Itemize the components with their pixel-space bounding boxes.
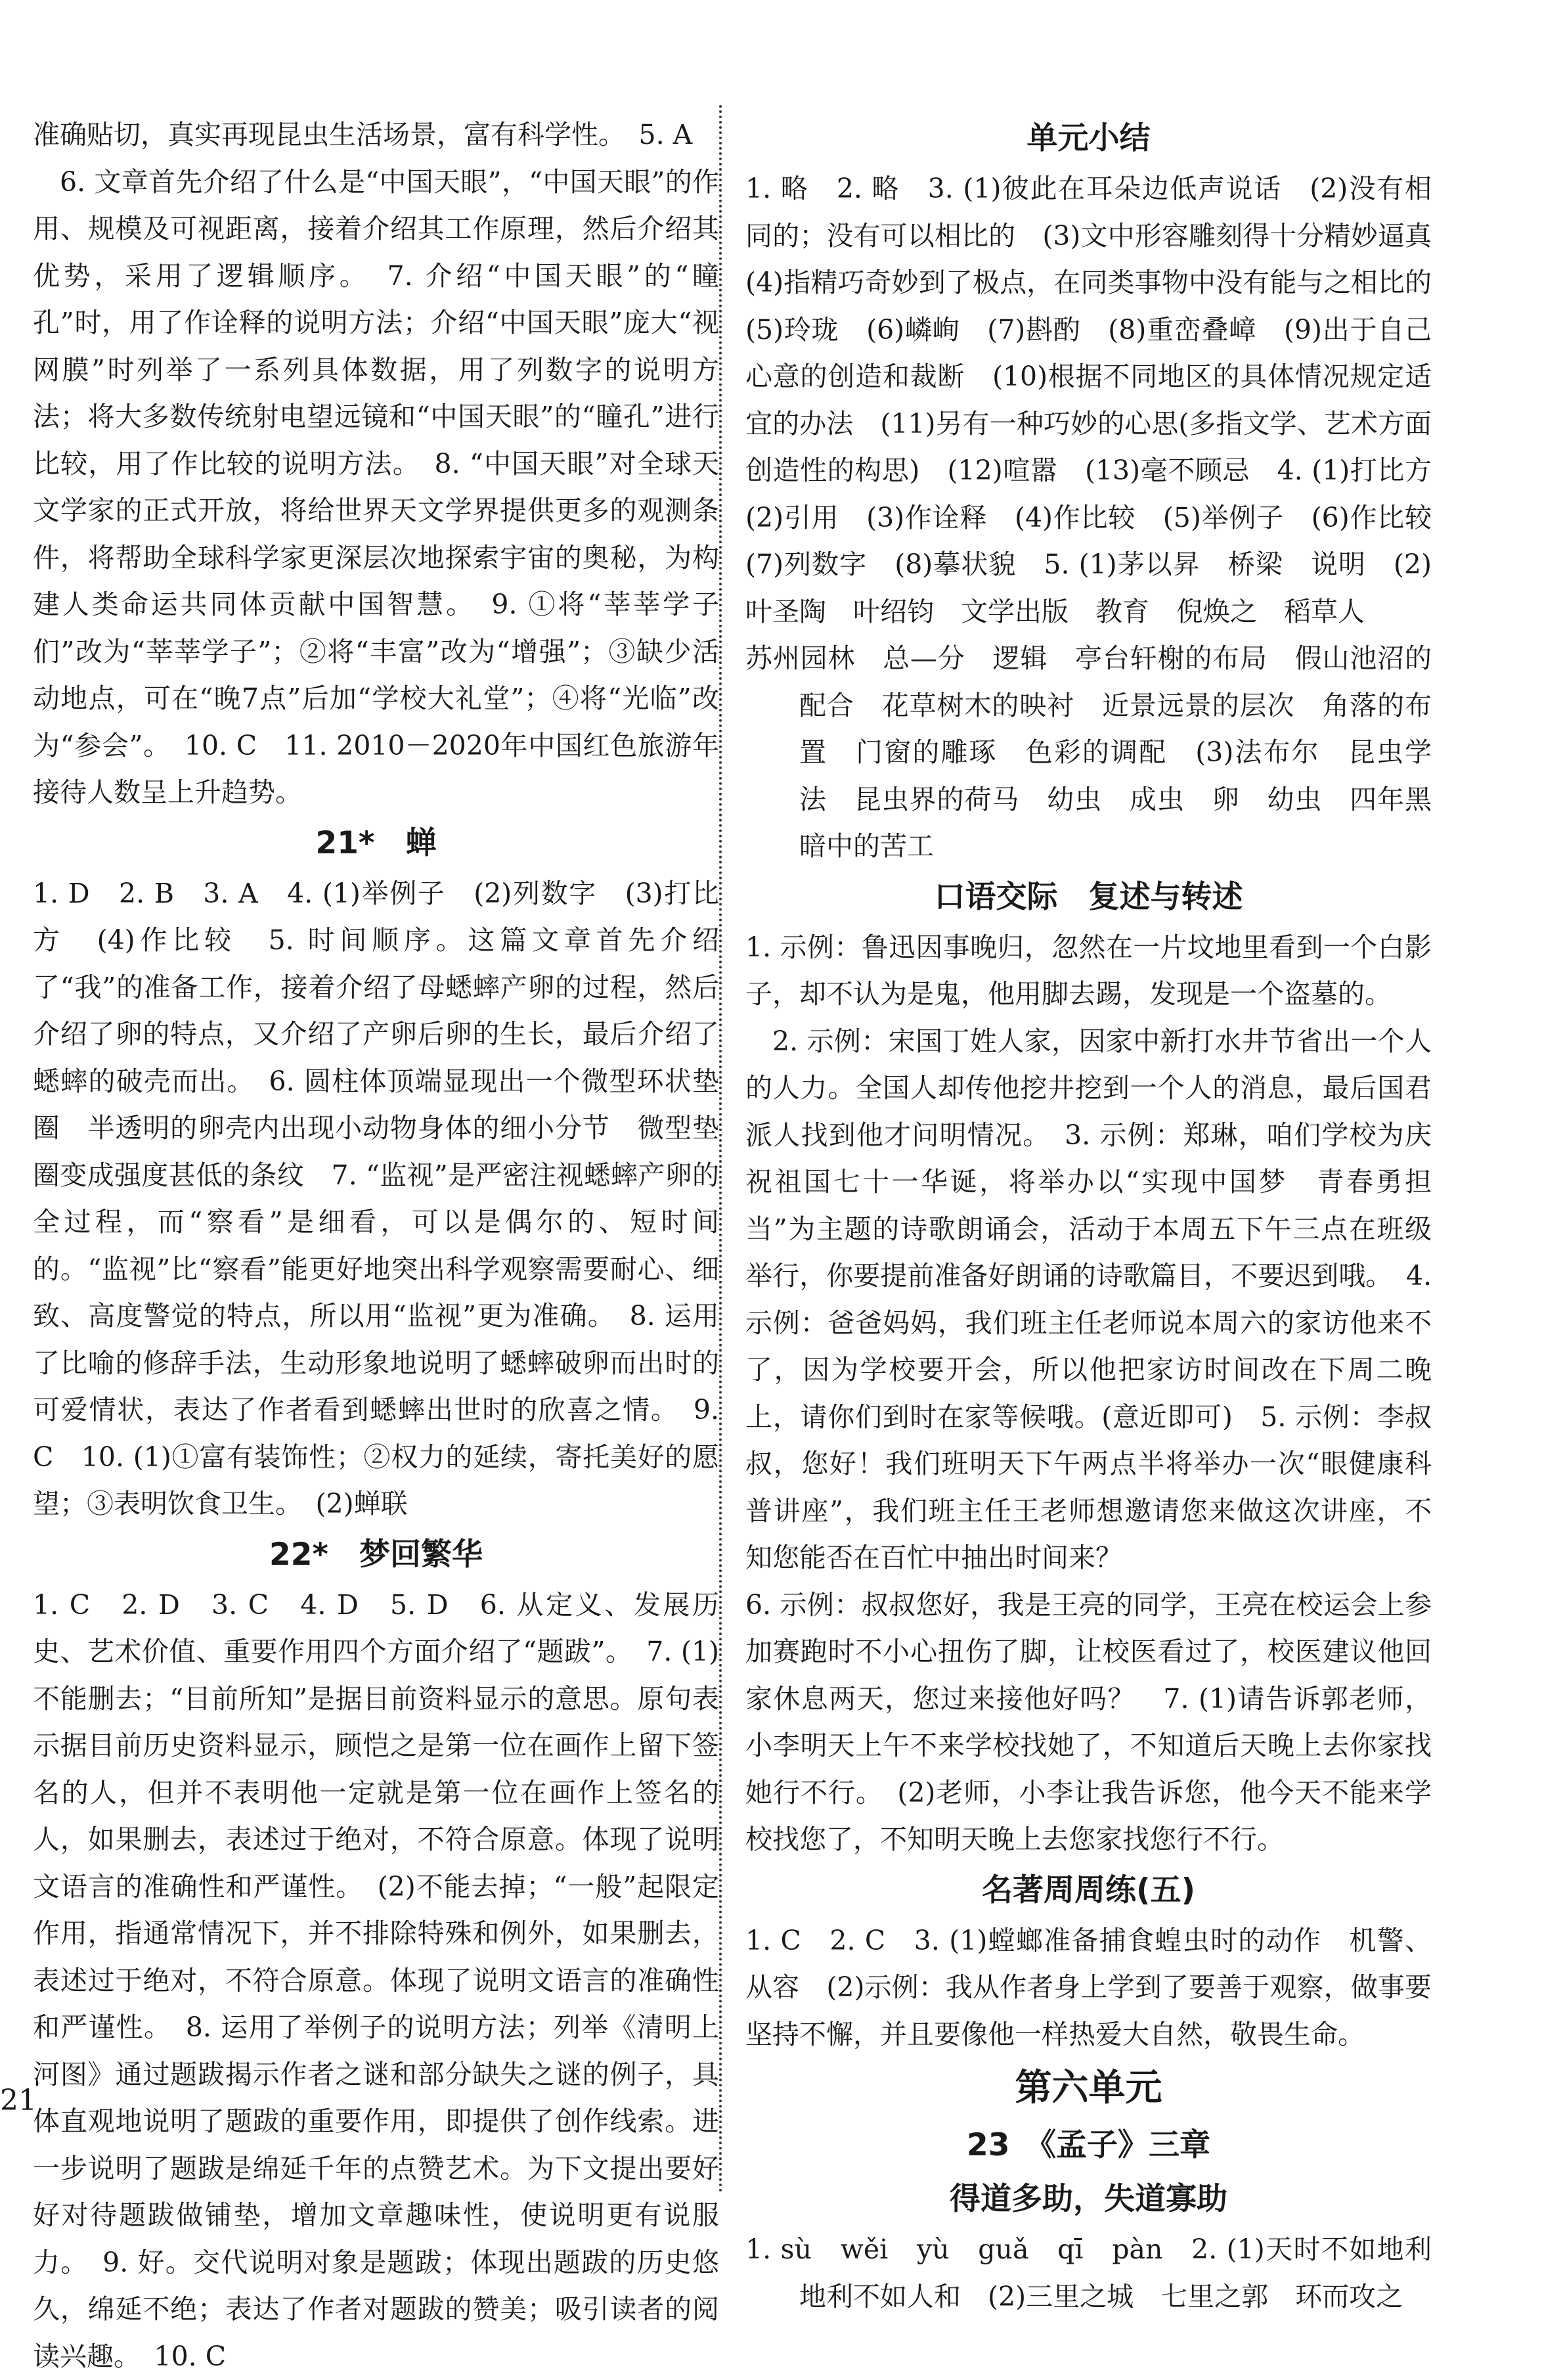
answer-paragraph: 1. 示例：鲁迅因事晚归，忽然在一片坟地里看到一个白影子，却不认为是鬼，他用脚去踢，发现是一个盗墓的。 <box>745 924 1432 1018</box>
answer-paragraph: 准确贴切，真实再现昆虫生活场景，富有科学性。 5. A <box>33 112 719 159</box>
answer-paragraph: 1. C 2. C 3. (1)螳螂准备捕食蝗虫时的动作 机警、从容 (2)示例：我从作者身上学到了要善于观察，做事要坚持不懈，并且要像他一样热爱大自然，敬畏生命。 <box>745 1918 1432 2059</box>
answer-paragraph: 1. sù wěi yù guǎ qī pàn 2. (1)天时不如地利 地利不如人和 (2)三里之城 七里之郭 环而攻之 <box>745 2226 1432 2320</box>
answer-paragraph: 6. 文章首先介绍了什么是“中国天眼”，“中国天眼”的作用、规模及可视距离，接着介绍其工作原理，然后介绍其优势，采用了逻辑顺序。 7. 介绍“中国天眼”的“瞳孔”时，用了作诠释的说明方法；介绍“中国天眼”庞大“视网膜”时列举了一系列具体数据，用了列数字的说明方法；将大多数传统射电望远镜和“中国天眼”的“瞳孔”进行比较，用了作比较的说明方法。 8. “中国天眼”对全球天文学家的正式开放，将给世界天文学界提供更多的观测条件，将帮助全球科学家更深层次地探索宇宙的奥秘，为构建人类命运共同体贡献中国智慧。 9. ①将“莘莘学子们”改为“莘莘学子”；②将“丰富”改为“增强”；③缺少活动地点，可在“晚7点”后加“学校大礼堂”；④将“光临”改为“参会”。 10. C 11. 2010－2020年中国红色旅游年接待人数呈上升趋势。 <box>33 159 719 817</box>
page-number: 21 <box>0 2081 37 2121</box>
answer-paragraph: 1. C 2. D 3. C 4. D 5. D 6. 从定义、发展历史、艺术价值、重要作用四个方面介绍了“题跋”。 7. (1)不能删去；“目前所知”是据目前资料显示的意思。原句表示据目前历史资料显示，顾恺之是第一位在画作上留下签名的人，但并不表明他一定就是第一位在画作上签名的人，如果删去，表述过于绝对，不符合原意。体现了说明文语言的准确性和严谨性。 (2)不能去掉；“一般”起限定作用，指通常情况下，并不排除特殊和例外，如果删去，表述过于绝对，不符合原意。体现了说明文语言的准确性和严谨性。 8. 运用了举例子的说明方法；列举《清明上河图》通过题跋揭示作者之谜和部分缺失之谜的例子，具体直观地说明了题跋的重要作用，即提供了创作线索。进一步说明了题跋是绵延千年的点赞艺术。为下文提出要好好对待题跋做铺垫，增加文章趣味性，使说明更有说服力。 9. 好。交代说明对象是题跋；体现出题跋的历史悠久，绵延不绝；表达了作者对题跋的赞美；吸引读者的阅读兴趣。 10. C <box>33 1582 719 2380</box>
column-divider <box>719 105 722 2194</box>
section-title: 第六单元 <box>745 2058 1432 2119</box>
section-title: 名著周周练(五) <box>745 1864 1432 1918</box>
section-title: 单元小结 <box>745 112 1432 166</box>
section-title: 22* 梦回繁华 <box>33 1528 719 1582</box>
left-column <box>33 112 719 2380</box>
answer-paragraph: 1. D 2. B 3. A 4. (1)举例子 (2)列数字 (3)打比方 (4)作比较 5. 时间顺序。这篇文章首先介绍了“我”的准备工作，接着介绍了母蟋蟀产卵的过程，然后介绍了卵的特点，又介绍了产卵后卵的生长，最后介绍了蟋蟀的破壳而出。 6. 圆柱体顶端显现出一个微型环状垫圈 半透明的卵壳内出现小动物身体的细小分节 微型垫圈变成强度甚低的条纹 7. “监视”是严密注视蟋蟀产卵的全过程，而“察看”是细看，可以是偶尔的、短时间的。“监视”比“察看”能更好地突出科学观察需要耐心、细致、高度警觉的特点，所以用“监视”更为准确。 8. 运用了比喻的修辞手法，生动形象地说明了蟋蟀破卵而出时的可爱情状，表达了作者看到蟋蟀出世时的欣喜之情。 9. C 10. (1)①富有装饰性；②权力的延续，寄托美好的愿望；③表明饮食卫生。 (2)蝉联 <box>33 870 719 1528</box>
section-title: 21* 蝉 <box>33 817 719 870</box>
answer-paragraph: 2. 示例：宋国丁姓人家，因家中新打水井节省出一个人的人力。全国人却传他挖井挖到一个人的消息，最后国君派人找到他才问明情况。 3. 示例：郑琳，咱们学校为庆祝祖国七十一华诞，将举办以“实现中国梦 青春勇担当”为主题的诗歌朗诵会，活动于本周五下午三点在班级举行，你要提前准备好朗诵的诗歌篇目，不要迟到哦。 4. 示例：爸爸妈妈，我们班主任老师说本周六的家访他来不了，因为学校要开会，所以他把家访时间改在下周二晚上，请你们到时在家等候哦。(意近即可) 5. 示例：李叔叔，您好！我们班明天下午两点半将举办一次“眼健康科普讲座”，我们班主任王老师想邀请您来做这次讲座，不知您能否在百忙中抽出时间来？ <box>745 1018 1432 1582</box>
answer-paragraph: 6. 示例：叔叔您好，我是王亮的同学，王亮在校运会上参加赛跑时不小心扭伤了脚，让校医看过了，校医建议他回家休息两天，您过来接他好吗？ 7. (1)请告诉郭老师，小李明天上午不来学校找她了，不知道后天晚上去你家找她行不行。 (2)老师，小李让我告诉您，他今天不能来学校找您了，不知明天晚上去您家找您行不行。 <box>745 1582 1432 1864</box>
section-title: 23 《孟子》三章 <box>745 2119 1432 2172</box>
answer-paragraph: 1. 略 2. 略 3. (1)彼此在耳朵边低声说话 (2)没有相同的；没有可以相比的 (3)文中形容雕刻得十分精妙逼真 (4)指精巧奇妙到了极点，在同类事物中没有能与之相比的 (5)玲珑 (6)嶙峋 (7)斟酌 (8)重峦叠嶂 (9)出于自己心意的创造和裁断 (10)根据不同地区的具体情况规定适宜的办法 (11)另有一种巧妙的心思(多指文学、艺术方面创造性的构思) (12)喧嚣 (13)毫不顾忌 4. (1)打比方 (2)引用 (3)作诠释 (4)作比较 (5)举例子 (6)作比较 (7)列数字 (8)摹状貌 5. (1)茅以昇 桥梁 说明 (2)叶圣陶 叶绍钧 文学出版 教育 倪焕之 稻草人 <box>745 166 1432 635</box>
section-title: 口语交际 复述与转述 <box>745 870 1432 924</box>
section-title: 得道多助，失道寡助 <box>745 2172 1432 2226</box>
right-column <box>745 112 1432 2320</box>
answer-paragraph: 苏州园林 总—分 逻辑 亭台轩榭的布局 假山池沼的配合 花草树木的映衬 近景远景的层次 角落的布置 门窗的雕琢 色彩的调配 (3)法布尔 昆虫学 法 昆虫界的荷马 幼虫 成虫 卵 幼虫 四年黑暗中的苦工 <box>745 635 1432 870</box>
